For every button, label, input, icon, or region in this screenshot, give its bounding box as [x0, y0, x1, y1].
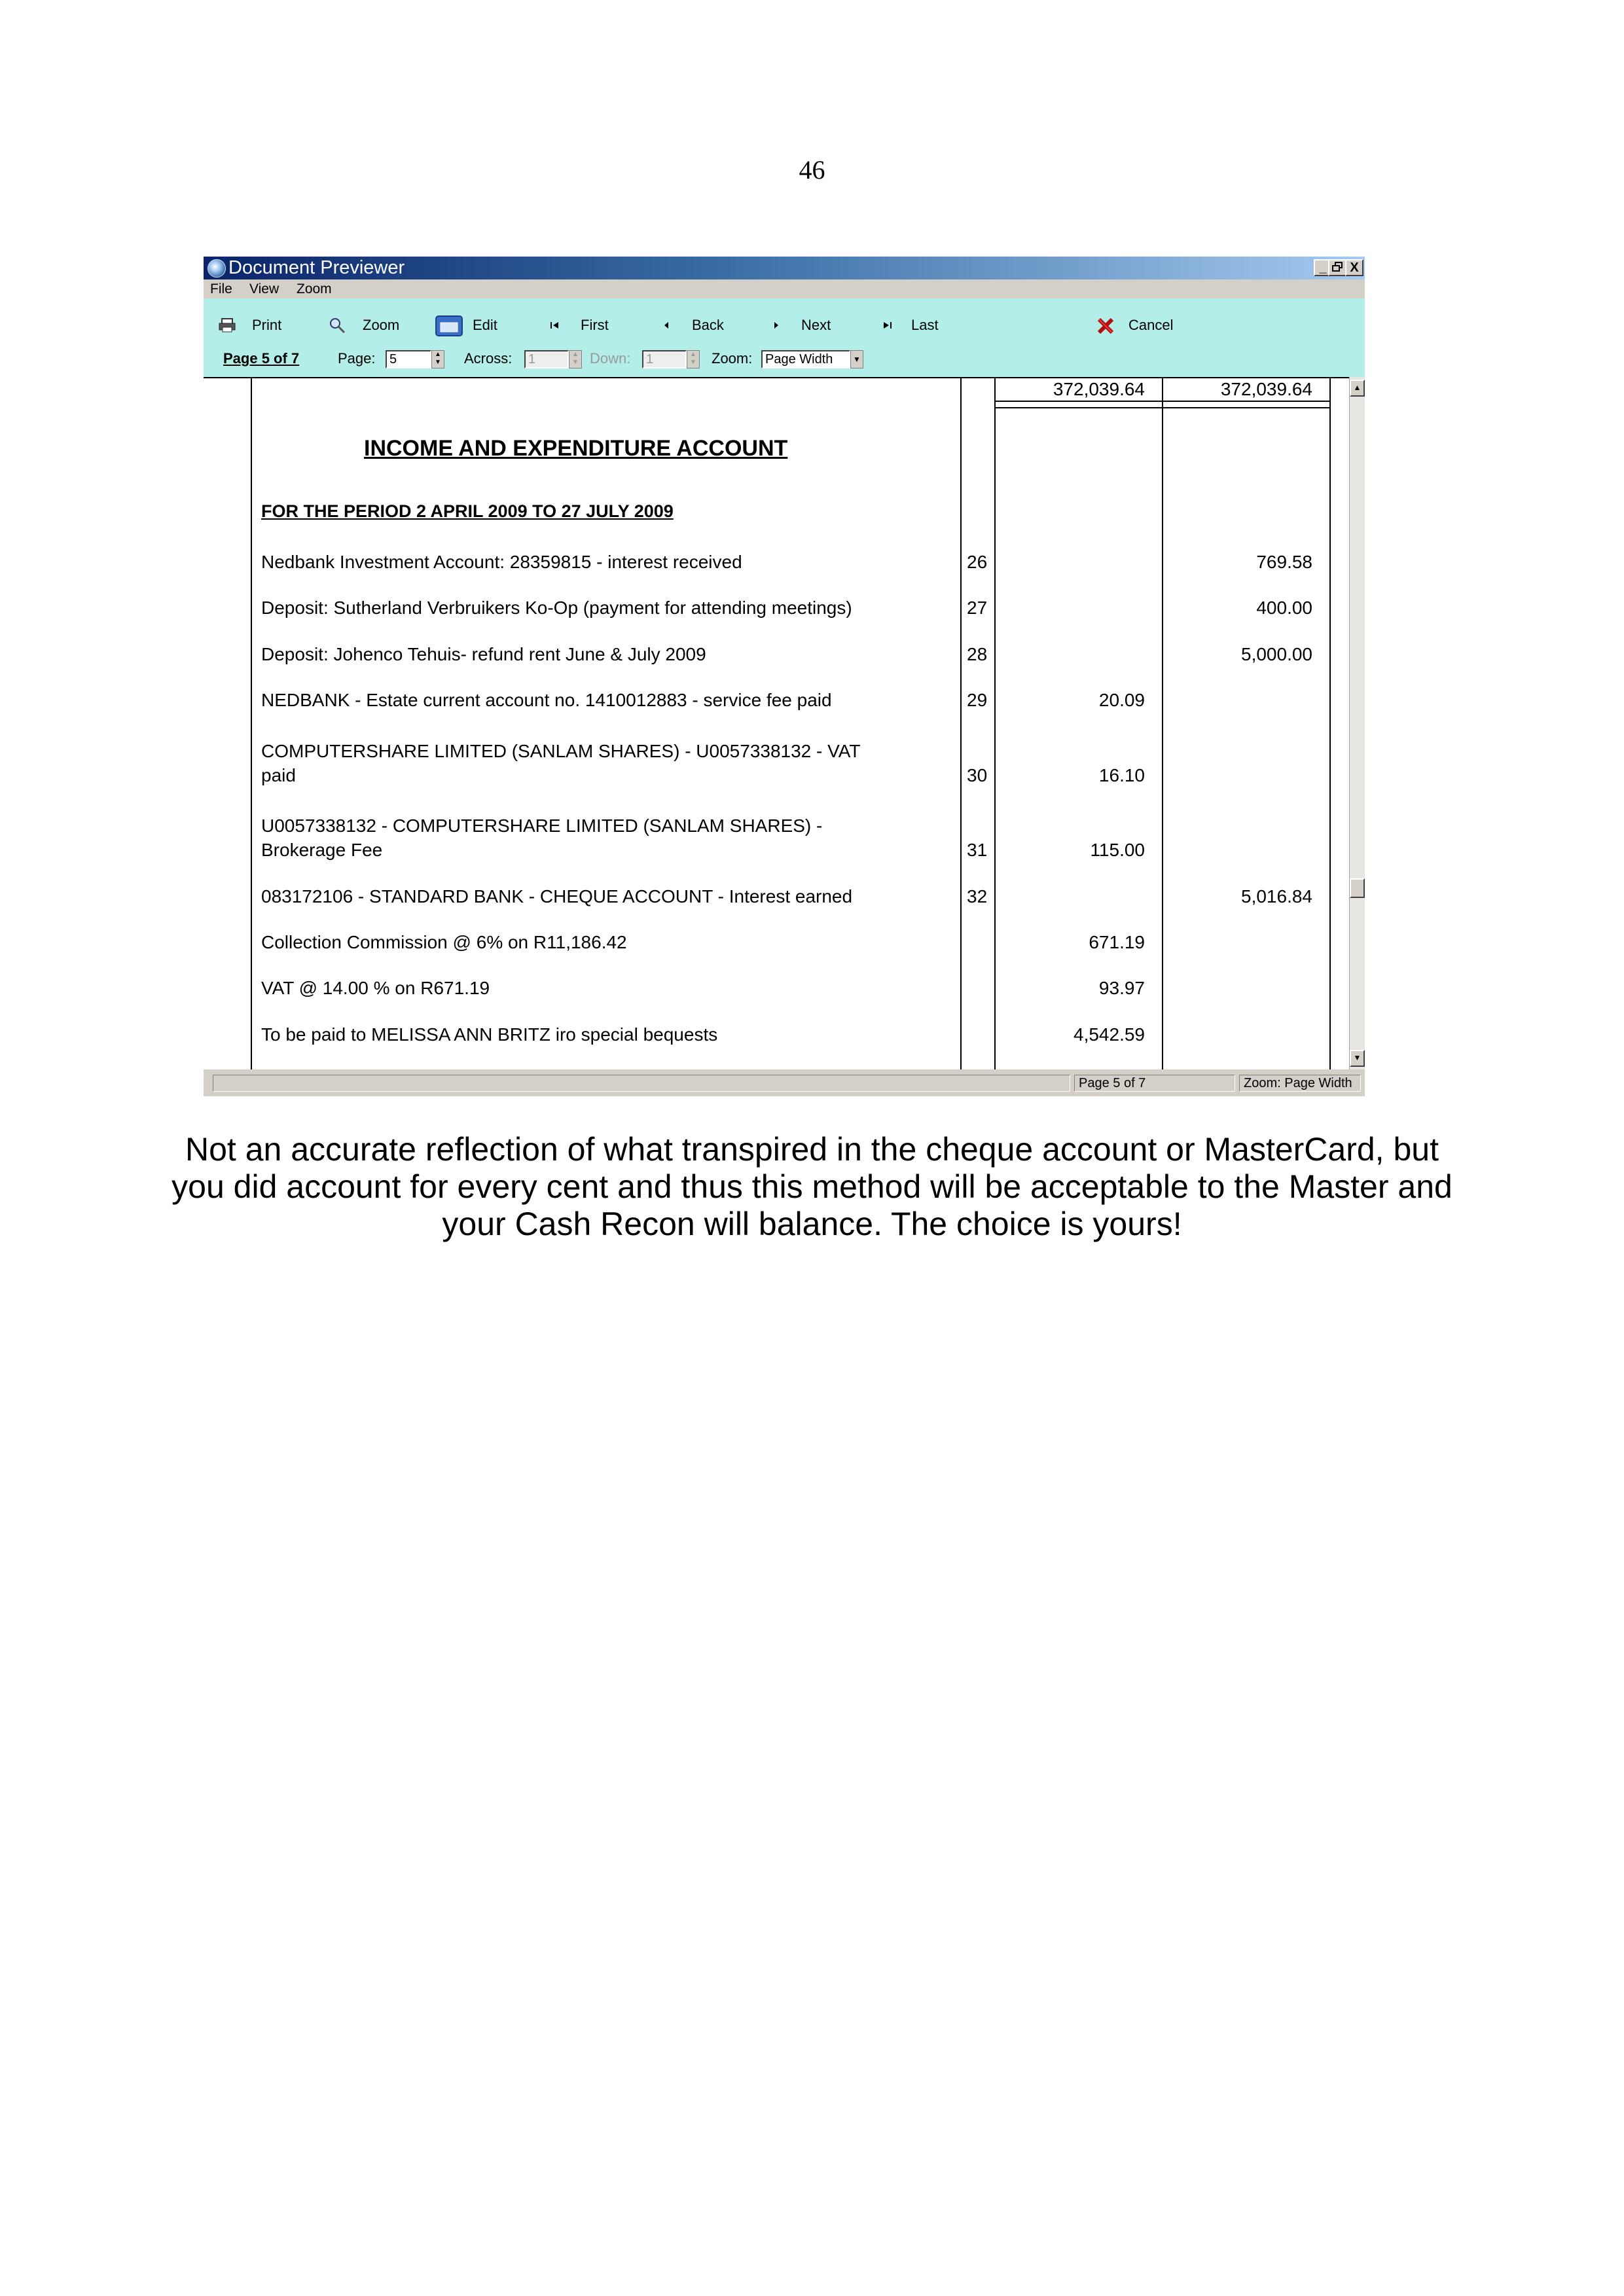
row-desc: Collection Commission @ 6% on R11,186.42 [261, 932, 627, 952]
row-desc: 083172106 - STANDARD BANK - CHEQUE ACCOUNT - Interest earned [261, 886, 853, 906]
row-debit: 93.97 [1098, 978, 1145, 998]
row-credit: 400.00 [1256, 598, 1312, 618]
down-label: Down: [590, 350, 631, 367]
page-of-label: Page 5 of 7 [223, 350, 300, 367]
scroll-thumb[interactable] [1350, 878, 1365, 898]
first-button[interactable]: First [581, 317, 609, 333]
row-desc-cont: Brokerage Fee [261, 840, 383, 860]
minimize-button[interactable]: _ [1314, 259, 1332, 276]
page-input[interactable]: 5 [386, 350, 431, 368]
status-message [213, 1075, 1070, 1092]
ref-column-rule [960, 378, 962, 1069]
menu-zoom[interactable]: Zoom [297, 281, 332, 296]
edit-icon[interactable] [435, 315, 463, 335]
document-previewer-window [204, 257, 1365, 1096]
across-spinner[interactable]: ▲ ▼ [569, 350, 582, 368]
row-credit: 769.58 [1256, 552, 1312, 572]
magnifier-icon[interactable] [328, 315, 346, 335]
title-bar [204, 257, 1365, 279]
row-desc: Nedbank Investment Account: 28359815 - interest received [261, 552, 742, 572]
row-debit: 4,542.59 [1074, 1024, 1145, 1045]
zoom-button[interactable]: Zoom [363, 317, 400, 333]
row-desc: NEDBANK - Estate current account no. 1410012883 - service fee paid [261, 690, 832, 710]
scroll-up-icon[interactable]: ▲ [1350, 380, 1365, 397]
zoom-label: Zoom: [712, 350, 753, 367]
edit-button[interactable]: Edit [473, 317, 497, 333]
down-spinner[interactable]: ▲ ▼ [687, 350, 700, 368]
app-icon [208, 259, 226, 278]
next-arrow-icon[interactable] [772, 315, 782, 335]
margin-rule [251, 378, 252, 1069]
close-button[interactable]: X [1345, 259, 1363, 276]
row-ref: 31 [967, 840, 988, 860]
zoom-select[interactable]: Page Width [761, 350, 850, 368]
first-page-icon[interactable] [549, 315, 562, 335]
row-credit: 5,000.00 [1241, 644, 1312, 664]
toolbar [204, 298, 1365, 377]
total-rule-2 [994, 407, 1331, 408]
chevron-down-icon[interactable]: ▼ [850, 350, 863, 368]
menu-file[interactable]: File [210, 281, 232, 296]
window-title: Document Previewer [228, 257, 405, 278]
page-label: Page: [338, 350, 376, 367]
restore-button[interactable] [1328, 259, 1346, 276]
print-button[interactable]: Print [252, 317, 282, 333]
row-desc: COMPUTERSHARE LIMITED (SANLAM SHARES) - U0057338132 - VAT [261, 741, 861, 761]
next-button[interactable]: Next [801, 317, 831, 333]
across-input[interactable]: 1 [524, 350, 569, 368]
row-ref: 29 [967, 690, 988, 710]
printer-icon[interactable] [218, 315, 236, 335]
row-desc: U0057338132 - COMPUTERSHARE LIMITED (SANLAM SHARES) - [261, 816, 823, 836]
row-ref: 26 [967, 552, 988, 572]
row-desc-cont: paid [261, 765, 296, 785]
row-desc: Deposit: Johenco Tehuis- refund rent June & July 2009 [261, 644, 706, 664]
status-zoom: Zoom: Page Width [1239, 1075, 1361, 1092]
scroll-down-icon[interactable]: ▼ [1350, 1050, 1365, 1067]
row-ref: 28 [967, 644, 988, 664]
cancel-button[interactable]: Cancel [1128, 317, 1174, 333]
back-arrow-icon[interactable] [662, 315, 672, 335]
restore-icon [1331, 262, 1343, 272]
row-ref: 30 [967, 765, 988, 785]
right-rule [1329, 378, 1331, 1069]
across-label: Across: [464, 350, 513, 367]
total-rule-1 [994, 401, 1331, 402]
row-credit: 5,016.84 [1241, 886, 1312, 906]
debit-column-rule [994, 378, 996, 1069]
cancel-icon[interactable] [1095, 315, 1116, 335]
row-desc: Deposit: Sutherland Verbruikers Ko-Op (payment for attending meetings) [261, 598, 852, 618]
credit-column-rule [1162, 378, 1163, 1069]
last-button[interactable]: Last [911, 317, 939, 333]
caption [0, 1131, 1624, 1243]
row-desc: VAT @ 14.00 % on R671.19 [261, 978, 490, 998]
row-ref: 27 [967, 598, 988, 618]
caption-line: Not an accurate reflection of what transpired in the cheque account or MasterCard, but [185, 1131, 1439, 1168]
carried-credit: 372,039.64 [1220, 379, 1312, 399]
report-page [204, 377, 1349, 1069]
row-debit: 20.09 [1098, 690, 1145, 710]
page-spinner[interactable]: ▲ ▼ [431, 350, 444, 368]
report-heading: INCOME AND EXPENDITURE ACCOUNT [364, 436, 788, 461]
row-debit: 16.10 [1098, 765, 1145, 785]
vertical-scrollbar[interactable] [1349, 377, 1365, 1069]
row-ref: 32 [967, 886, 988, 906]
row-debit: 115.00 [1090, 840, 1145, 860]
back-button[interactable]: Back [692, 317, 724, 333]
menu-bar [204, 279, 1365, 298]
menu-view[interactable]: View [249, 281, 280, 296]
page-number: 46 [799, 155, 825, 185]
caption-line: you did account for every cent and thus this method will be acceptable to the Master and [171, 1168, 1453, 1205]
carried-debit: 372,039.64 [1053, 379, 1145, 399]
status-bar [204, 1069, 1365, 1096]
caption-line: your Cash Recon will balance. The choice is yours! [442, 1206, 1182, 1242]
row-debit: 671.19 [1089, 932, 1145, 952]
row-desc: To be paid to MELISSA ANN BRITZ iro special bequests [261, 1024, 718, 1045]
last-page-icon[interactable] [881, 315, 894, 335]
report-period: FOR THE PERIOD 2 APRIL 2009 TO 27 JULY 2009 [261, 501, 674, 521]
status-page: Page 5 of 7 [1074, 1075, 1235, 1092]
down-input[interactable]: 1 [642, 350, 687, 368]
